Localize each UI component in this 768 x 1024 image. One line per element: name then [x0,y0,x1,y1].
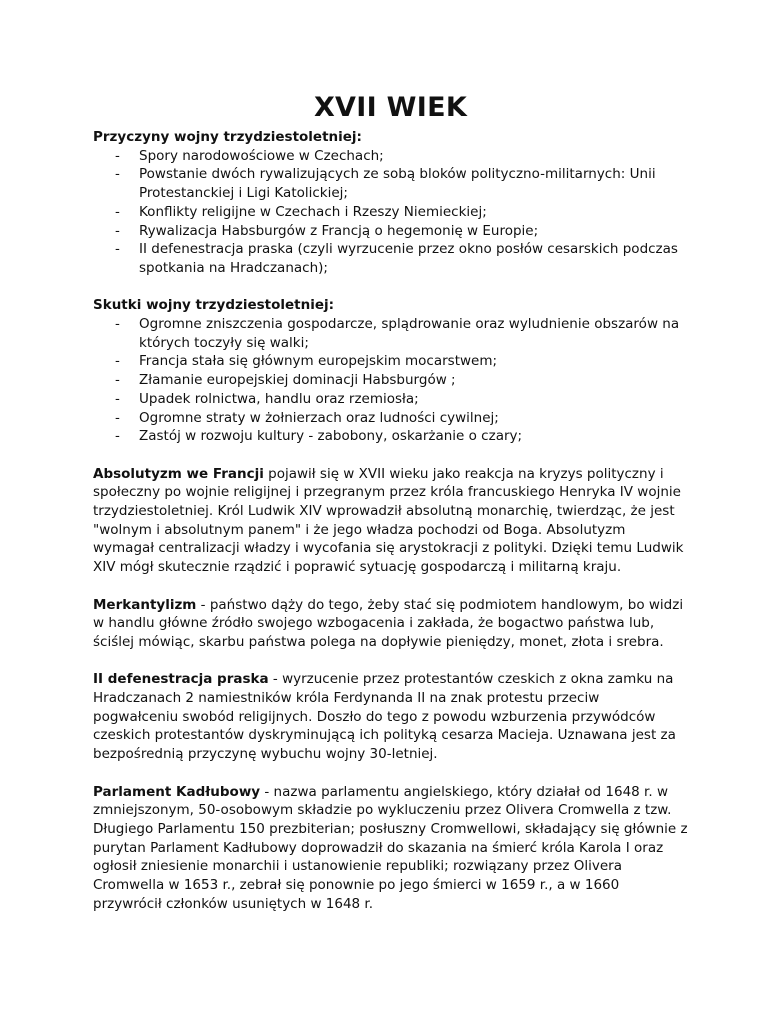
mercantilism-paragraph [93,596,688,652]
list-item: - Upadek rolnictwa, handlu oraz rzemiosła; [93,390,688,409]
list-item: - Francja stała się głównym europejskim mocarstwem; [93,352,688,371]
list-item: - Zastój w rozwoju kultury - zabobony, oskarżanie o czary; [93,427,688,446]
effects-heading: Skutki wojny trzydziestoletniej: [93,297,335,314]
paragraph-term: Parlament Kadłubowy [93,783,261,800]
paragraph-term: Merkantylizm [93,596,197,613]
absolutism-paragraph [93,465,688,577]
list-item: - Ogromne straty w żołnierzach oraz ludności cywilnej; [93,409,688,428]
paragraph-term: Absolutyzm we Francji [93,465,264,482]
list-item: - Złamanie europejskiej dominacji Habsburgów ; [93,371,688,390]
effects-list [93,315,688,446]
paragraph-text: - państwo dąży do tego, żeby stać się podmiotem handlowym, bo widzi w handlu główne źródło swojego wzbogacenia i zakłada, że bogactwo państwa lub, ściślej mówiąc, skarbu państwa polega na dopływie pieniędzy, monet, złota i srebra. [93,596,684,650]
list-item: - Spory narodowościowe w Czechach; [93,147,688,166]
list-item: - Konflikty religijne w Czechach i Rzeszy Niemieckiej; [93,203,688,222]
causes-list [93,147,688,278]
paragraph-term: II defenestracja praska [93,671,269,688]
document-body [93,128,688,913]
list-item: - Ogromne zniszczenia gospodarcze, splądrowanie oraz wyludnienie obszarów na których toczyły się walki; [93,315,688,352]
paragraph-text: - wyrzucenie przez protestantów czeskich z okna zamku na Hradczanach 2 namiestników króla Ferdynanda II na znak protestu przeciw pogwałceniu swobód religijnych. Doszło do tego z powodu wzburzenia przywódców czeskich protestantów dyskryminującą ich polityką cesarza Macieja. Uznawana jest za bezpośrednią przyczynę wybuchu wojny 30-letniej. [93,671,676,763]
paragraph-text: - nazwa parlamentu angielskiego, który działał od 1648 r. w zmniejszonym, 50-osobowym składzie po wykluczeniu przez Olivera Cromwella z tzw. Długiego Parlamentu 150 prezbiterian; posłuszny Cromwellowi, składający się głównie z purytan Parlament Kadłubowy doprowadził do skazania na śmierć króla Karola I oraz ogłosił zniesienie monarchii i ustanowienie republiki; rozwiązany przez Olivera Cromwella w 1653 r., zebrał się ponownie po jego śmierci w 1659 r., a w 1660 przywrócił członków usuniętych w 1648 r. [93,783,688,912]
rump-parliament-paragraph [93,783,688,914]
list-item: - II defenestracja praska (czyli wyrzucenie przez okno posłów cesarskich podczas spotkania na Hradczanach); [93,240,688,277]
page-title: XVII WIEK [313,92,468,123]
list-item: - Rywalizacja Habsburgów z Francją o hegemonię w Europie; [93,222,688,241]
causes-heading: Przyczyny wojny trzydziestoletniej: [93,129,362,145]
defenestration-paragraph [93,670,688,764]
list-item: - Powstanie dwóch rywalizujących ze sobą bloków polityczno-militarnych: Unii Protestanckiej i Ligi Katolickiej; [93,165,688,202]
paragraph-text: pojawił się w XVII wieku jako reakcja na kryzys polityczny i społeczny po wojnie religijnej i przegranym przez króla francuskiego Henryka IV wojnie trzydziestoletniej. Król Ludwik XIV wprowadził absolutną monarchię, twierdząc, że jest "wolnym i absolutnym panem" i że jego władza pochodzi od Boga. Absolutyzm wymagał centralizacji władzy i wycofania się arystokracji z polityki. Dzięki temu Ludwik XIV mógł skutecznie rządzić i poprawić sytuację gospodarczą i militarną kraju. [93,465,684,576]
